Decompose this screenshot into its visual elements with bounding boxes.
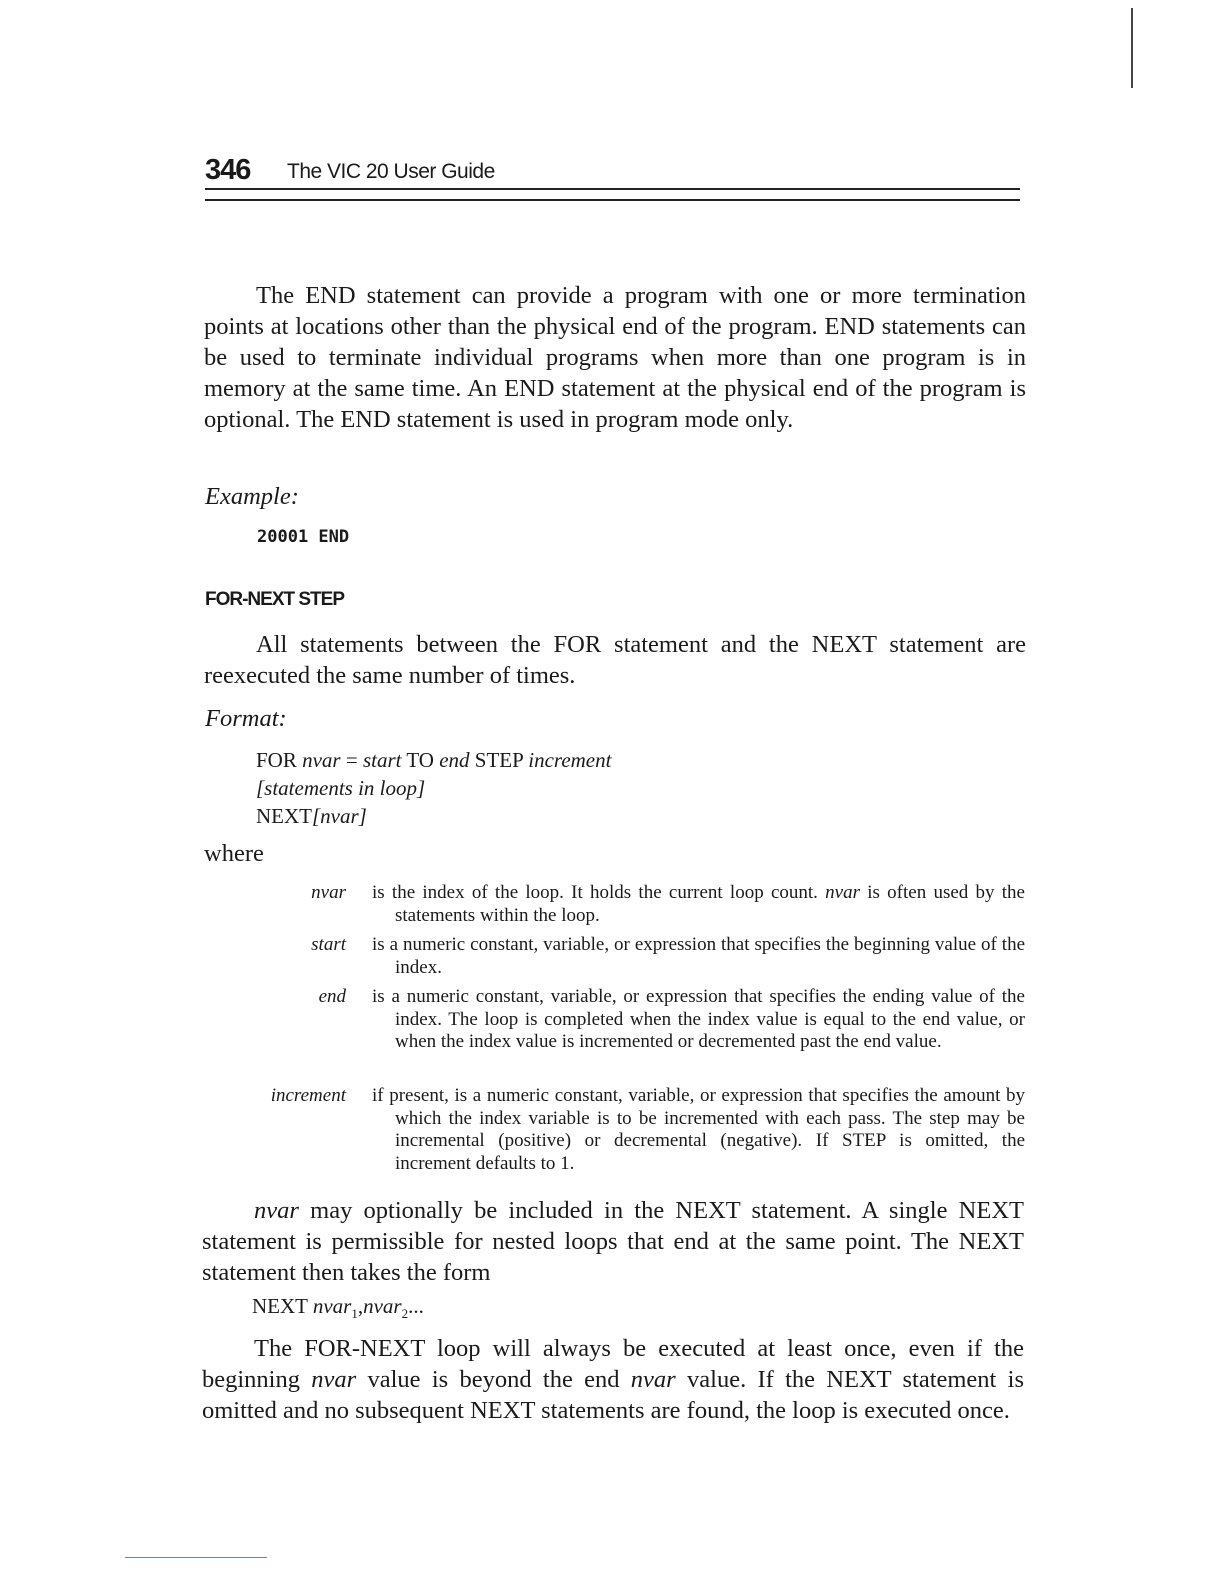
definition-nvar	[230, 882, 1025, 927]
example-code: 20001 END	[257, 527, 350, 547]
nested-paragraph	[202, 1195, 1024, 1288]
param: start	[362, 748, 402, 772]
definition-end	[230, 986, 1025, 1054]
nested-form	[252, 1292, 424, 1328]
scan-edge-mark	[125, 1557, 267, 1558]
param: nvar	[363, 1294, 402, 1318]
definition-start	[230, 934, 1025, 979]
definition-desc	[372, 882, 1025, 927]
param: end	[439, 748, 470, 772]
param: nvar	[254, 1197, 299, 1224]
param: [nvar]	[312, 804, 367, 828]
param: nvar	[825, 882, 860, 903]
header-rule	[205, 188, 1020, 190]
keyword: NEXT	[252, 1294, 313, 1318]
text: ,	[357, 1294, 364, 1318]
scan-edge-mark	[1131, 8, 1133, 88]
text: is the index of the loop. It holds the current loop count.	[372, 882, 826, 903]
definition-term: increment	[270, 1085, 346, 1106]
text: value. If the NEXT statement is omitted and no subsequent NEXT statements are found, the loop is executed once.	[202, 1366, 1025, 1424]
definition-increment	[230, 1085, 1025, 1175]
param: [statements in loop]	[256, 776, 426, 800]
definition-desc: is a numeric constant, variable, or expression that specifies the beginning value of the index.	[372, 934, 1025, 978]
keyword: TO	[401, 748, 440, 772]
param: nvar	[311, 1366, 357, 1393]
where-label: where	[204, 840, 264, 867]
final-paragraph	[202, 1333, 1024, 1426]
definition-term: end	[318, 986, 346, 1007]
param: nvar	[302, 748, 341, 772]
format-line-3	[256, 802, 367, 830]
keyword: FOR	[256, 748, 303, 772]
text: value is beyond the end	[356, 1366, 631, 1393]
param: nvar	[630, 1366, 676, 1393]
text: ...	[408, 1294, 424, 1318]
for-next-intro: All statements between the FOR statement and the NEXT statement are reexecuted the same number of times.	[204, 631, 1026, 689]
text: The FOR-NEXT loop will always be executed at least once, even if the beginning	[202, 1335, 1024, 1393]
keyword: STEP	[469, 748, 529, 772]
subscript: 2	[401, 1306, 409, 1322]
param: increment	[528, 748, 612, 772]
definition-desc: if present, is a numeric constant, variable, or expression that specifies the amount by which the index variable is to be incremented with each pass. The step may be incremental (positive) or decremental (negative). If STEP is omitted, the increment defaults to 1.	[372, 1085, 1025, 1174]
keyword: =	[340, 748, 363, 772]
definition-desc: is a numeric constant, variable, or expression that specifies the ending value of the index. The loop is completed when the index value is equal to the end value, or when the index value is incremented or decremented past the end value.	[372, 986, 1025, 1052]
format-label: Format:	[205, 705, 287, 732]
subscript: 1	[351, 1306, 358, 1322]
format-line-1	[256, 746, 611, 774]
definition-term: start	[311, 934, 346, 955]
keyword: NEXT	[256, 804, 312, 828]
running-header-title: The VIC 20 User Guide	[287, 160, 495, 183]
definition-term: nvar	[311, 882, 346, 903]
text: is often used by the statements within the loop.	[395, 882, 1025, 926]
page-number: 346	[205, 154, 251, 186]
section-heading: FOR-NEXT STEP	[205, 589, 345, 610]
param: nvar	[312, 1294, 352, 1318]
text: may optionally be included in the NEXT statement. A single NEXT statement is permissible for nested loops that end at the same point. The NEXT statement then takes the form	[202, 1197, 1024, 1286]
format-line-2	[256, 774, 425, 802]
end-paragraph: The END statement can provide a program with one or more termination points at locations other than the physical end of the program. END statements can be used to terminate individual programs when more than one program is in memory at the same time. An END statement at the physical end of the program is optional. The END statement is used in program mode only.	[204, 282, 1026, 433]
header-rule	[205, 199, 1020, 201]
example-label: Example:	[205, 483, 299, 510]
